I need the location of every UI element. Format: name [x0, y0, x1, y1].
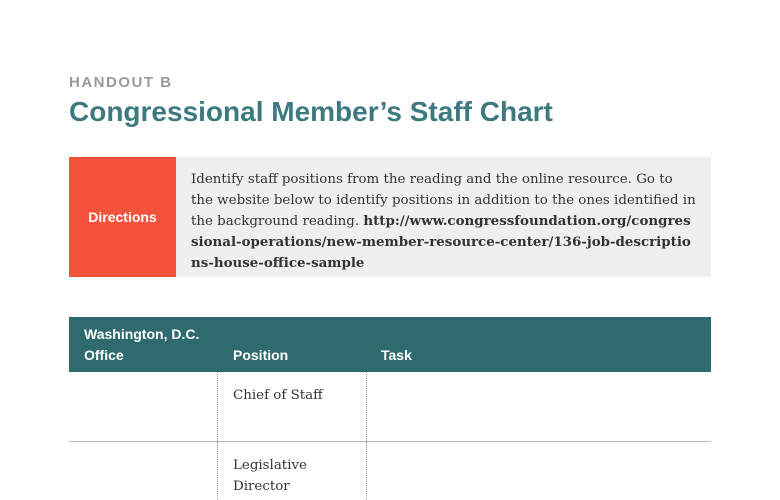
table-row [69, 442, 711, 500]
directions-tab [69, 157, 176, 277]
handout-label: HANDOUT B [69, 74, 173, 91]
header-task: Task [381, 347, 412, 363]
position-cell: Legislative Director [218, 442, 367, 500]
table-header [69, 317, 711, 372]
task-cell[interactable] [367, 442, 711, 500]
header-office: Washington, D.C. Office [84, 326, 200, 363]
page-title: Congressional Member’s Staff Chart [69, 96, 553, 127]
header-position: Position [233, 347, 289, 363]
directions-body [176, 157, 711, 277]
staff-table [69, 317, 711, 500]
directions-label: Directions [88, 209, 157, 225]
directions-url-link[interactable]: http://www.congressfoundation.org/congressional-operations/new-member-resource-center/136-job-descriptions-house-office-sample [191, 213, 691, 271]
office-cell[interactable] [69, 442, 218, 500]
table-row [69, 372, 711, 442]
directions-text: Identify staff positions from the reading and the online resource. Go to the website below to identify positions in addition to the ones identified in the background reading. [191, 172, 696, 229]
position-cell: Chief of Staff [218, 372, 367, 441]
office-cell[interactable] [69, 372, 218, 441]
directions-box [69, 157, 711, 277]
task-cell[interactable] [367, 372, 711, 441]
